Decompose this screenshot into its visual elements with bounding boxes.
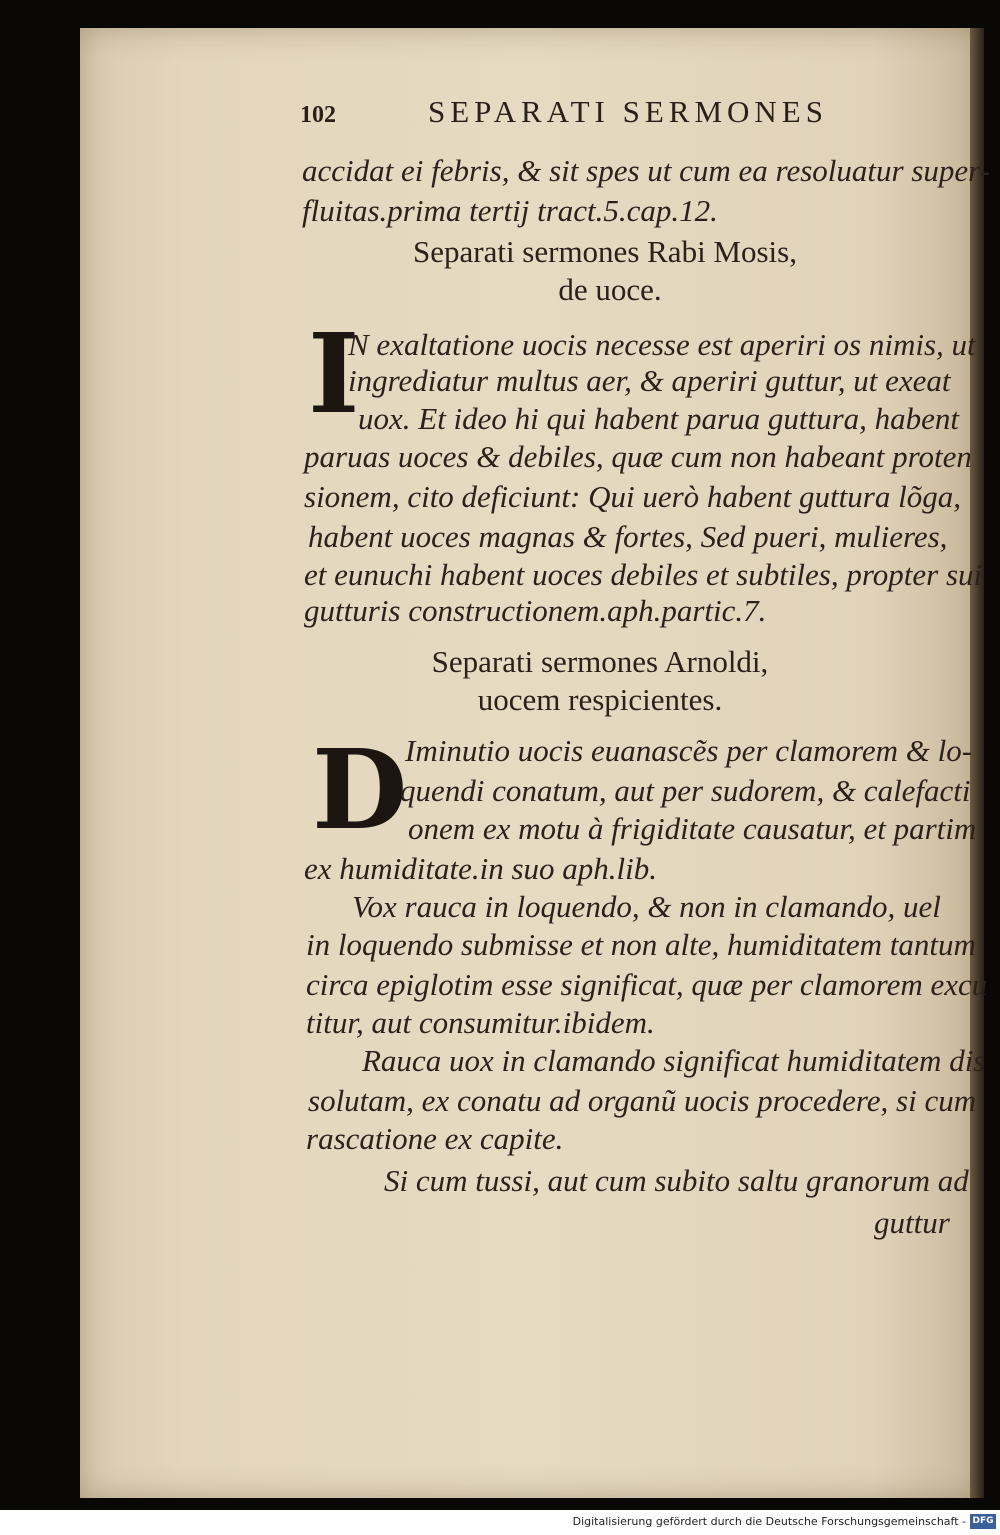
text-line: N exaltatione uocis necesse est aperiri os nimis, ut bbox=[348, 327, 976, 362]
text-line: onem ex motu à frigiditate causatur, et partim bbox=[408, 811, 977, 846]
text-line: uox. Et ideo hi qui habent parua guttura, habent bbox=[358, 401, 960, 436]
text-line: et eunuchi habent uoces debiles et subtiles, propter sui bbox=[304, 557, 983, 592]
text-line: fluitas.prima tertij tract.5.cap.12. bbox=[302, 193, 718, 228]
section-heading: de uoce. bbox=[558, 272, 662, 307]
text-line: Iminutio uocis euanascẽs per clamorem & lo- bbox=[405, 733, 973, 768]
page-edge bbox=[970, 28, 984, 1498]
funding-credit: Digitalisierung gefördert durch die Deutsche Forschungsgemeinschaft - bbox=[572, 1515, 966, 1528]
page-number: 102 bbox=[300, 102, 336, 128]
text-line: gutturis constructionem.aph.partic.7. bbox=[304, 593, 767, 628]
running-title: SEPARATI SERMONES bbox=[428, 94, 828, 129]
text-line: Vox rauca in loquendo, & non in clamando, uel bbox=[352, 889, 941, 924]
section-heading: Separati sermones Rabi Mosis, bbox=[412, 234, 797, 269]
drop-cap-initial: D bbox=[312, 725, 408, 854]
dfg-logo-icon: DFG bbox=[970, 1514, 996, 1529]
text-line: accidat ei febris, & sit spes ut cum ea resoluatur super- bbox=[302, 153, 990, 188]
text-line: habent uoces magnas & fortes, Sed pueri, mulieres, bbox=[308, 519, 948, 554]
text-line: sionem, cito deficiunt: Qui uerò habent guttura lõga, bbox=[304, 479, 961, 514]
text-line: Si cum tussi, aut cum subito saltu granorum ad bbox=[384, 1163, 969, 1198]
footer-bar bbox=[0, 1510, 1000, 1535]
text-line: titur, aut consumitur.ibidem. bbox=[306, 1005, 655, 1040]
text-line: quendi conatum, aut per sudorem, & calefacti bbox=[400, 773, 971, 808]
drop-cap-initial: I bbox=[308, 309, 360, 438]
text-line: paruas uoces & debiles, quæ cum non habeant proten bbox=[304, 439, 972, 474]
section-heading: Separati sermones Arnoldi, bbox=[431, 644, 769, 679]
text-line: ingrediatur multus aer, & aperiri guttur, ut exeat bbox=[348, 363, 951, 398]
running-head bbox=[300, 92, 940, 142]
catchword: guttur bbox=[874, 1205, 950, 1240]
text-line: in loquendo submisse et non alte, humiditatem tantum bbox=[306, 927, 976, 962]
text-line: rascatione ex capite. bbox=[306, 1121, 564, 1156]
text-line: solutam, ex conatu ad organũ uocis procedere, si cum bbox=[308, 1083, 977, 1118]
text-line: circa epiglotim esse significat, quæ per clamorem excu bbox=[306, 967, 988, 1002]
text-line: Rauca uox in clamando significat humiditatem dis bbox=[362, 1043, 986, 1078]
text-line: ex humiditate.in suo aph.lib. bbox=[304, 851, 658, 886]
section-heading: uocem respicientes. bbox=[477, 682, 723, 717]
